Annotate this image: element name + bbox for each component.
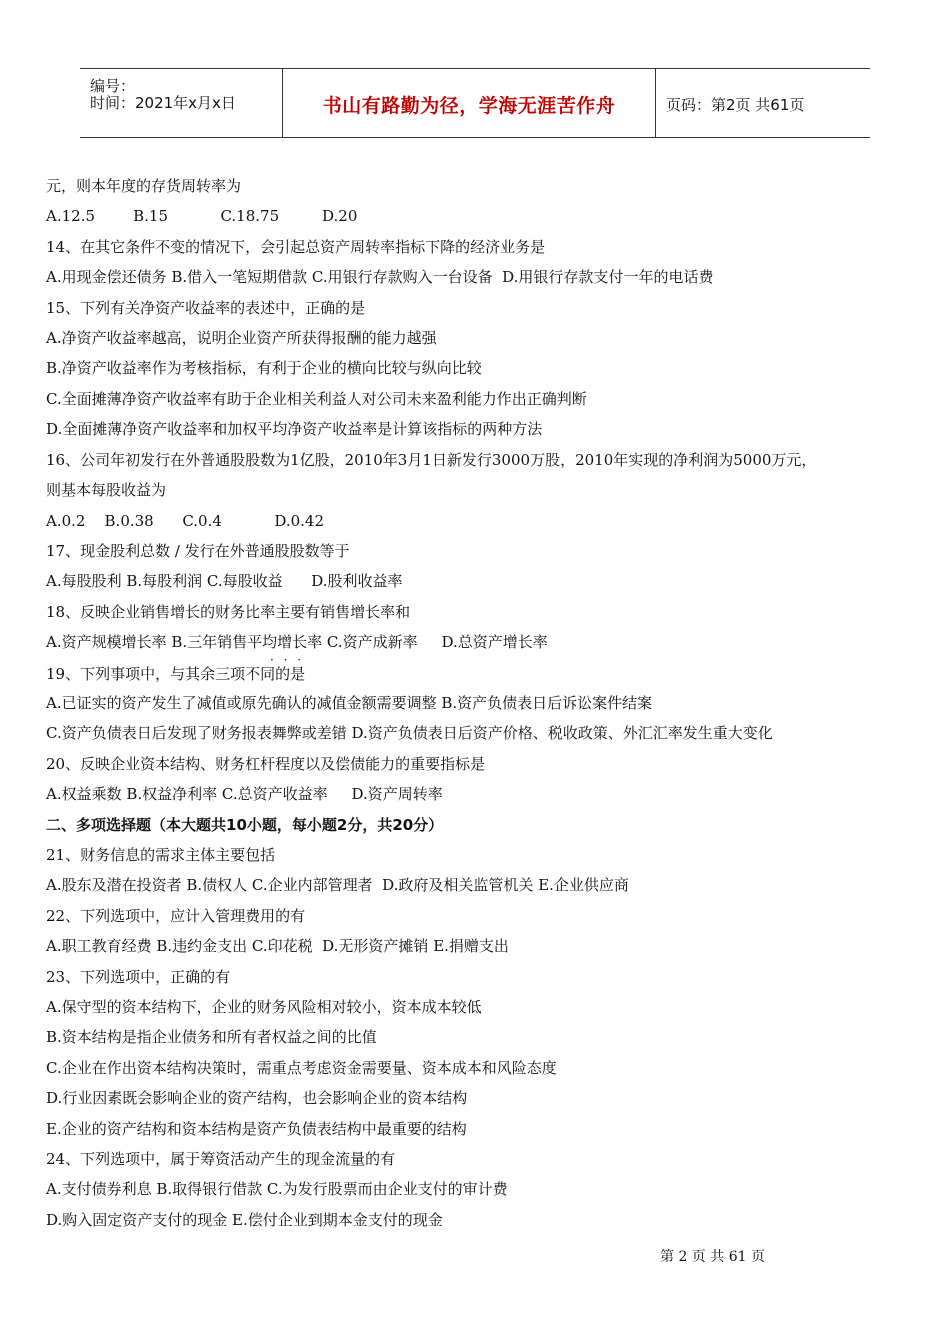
options-line: A.每股股利 B.每股利润 C.每股收益 D.股利收益率 <box>46 572 403 590</box>
options-line: C.资产负债表日后发现了财务报表舞弊或差错 D.资产负债表日后资产价格、税收政策、外汇汇率发生重大变化 <box>46 724 773 742</box>
option-line: D.行业因素既会影响企业的资产结构，也会影响企业的资本结构 <box>46 1089 468 1107</box>
option-line: E.企业的资产结构和资本结构是资产负债表结构中最重要的结构 <box>46 1120 467 1138</box>
question-line: 21、财务信息的需求主体主要包括 <box>46 846 276 864</box>
question-line: 19、下列事项中，与其余三项不同的是 <box>46 665 306 683</box>
question-line: 20、反映企业资本结构、财务杠杆程度以及偿债能力的重要指标是 <box>46 755 486 773</box>
options-line: A.权益乘数 B.权益净利率 C.总资产收益率 D.资产周转率 <box>46 785 443 803</box>
options-line: A.股东及潜在投资者 B.债权人 C.企业内部管理者 D.政府及相关监管机关 E.企业供应商 <box>46 876 629 894</box>
date-label: 时间：2021年x月x日 <box>90 94 236 112</box>
question-line: 18、反映企业销售增长的财务比率主要有销售增长率和 <box>46 603 411 621</box>
question-line: 23、下列选项中，正确的有 <box>46 968 231 986</box>
option-line: B.净资产收益率作为考核指标，有利于企业的横向比较与纵向比较 <box>46 359 482 377</box>
section-heading: 二、多项选择题（本大题共10小题，每小题2分，共20分） <box>46 816 444 834</box>
option-line: C.全面摊薄净资产收益率有助于企业相关利益人对公司未来盈利能力作出正确判断 <box>46 390 587 408</box>
options-line: A.职工教育经费 B.违约金支出 C.印花税 D.无形资产摊销 E.捐赠支出 <box>46 937 509 955</box>
header-table <box>80 68 870 138</box>
option-line: A.净资产收益率越高，说明企业资产所获得报酬的能力越强 <box>46 329 437 347</box>
serial-label: 编号： <box>90 77 136 95</box>
options-line: A.资产规模增长率 B.三年销售平均增长率 C.资产成新率 D.总资产增长率 <box>46 633 548 651</box>
options-line: A.0.2 B.0.38 C.0.4 D.0.42 <box>46 512 324 530</box>
option-line: C.企业在作出资本结构决策时，需重点考虑资金需要量、资本成本和风险态度 <box>46 1059 557 1077</box>
question-line: 15、下列有关净资产收益率的表述中，正确的是 <box>46 299 366 317</box>
question-line: 17、现金股利总数 / 发行在外普通股股数等于 <box>46 542 350 560</box>
header-center-cell <box>282 69 656 137</box>
page-info: 页码：第2页 共61页 <box>666 96 805 114</box>
question-line: 14、在其它条件不变的情况下，会引起总资产周转率指标下降的经济业务是 <box>46 238 546 256</box>
question-line: 22、下列选项中，应计入管理费用的有 <box>46 907 306 925</box>
options-line: A.支付债券利息 B.取得银行借款 C.为发行股票而由企业支付的审计费 <box>46 1180 508 1198</box>
option-line: A.保守型的资本结构下，企业的财务风险相对较小，资本成本较低 <box>46 998 482 1016</box>
text-line: 则基本每股收益为 <box>46 481 167 499</box>
question-line: 24、下列选项中，属于筹资活动产生的现金流量的有 <box>46 1150 396 1168</box>
header-left-cell <box>80 69 282 137</box>
header-right-cell <box>656 69 870 137</box>
page-footer: 第 2 页 共 61 页 <box>660 1249 765 1265</box>
option-line: B.资本结构是指企业债务和所有者权益之间的比值 <box>46 1028 377 1046</box>
options-line: A.用现金偿还债务 B.借入一笔短期借款 C.用银行存款购入一台设备 D.用银行存款支付一年的电话费 <box>46 268 714 286</box>
options-line: A.12.5 B.15 C.18.75 D.20 <box>46 207 358 225</box>
question-line: 16、公司年初发行在外普通股股数为1亿股，2010年3月1日新发行3000万股，2010年实现的净利润为5000万元， <box>46 451 817 469</box>
options-line: A.已证实的资产发生了减值或原先确认的减值金额需要调整 B.资产负债表日后诉讼案件结案 <box>46 694 653 712</box>
motto: 书山有路勤为径，学海无涯苦作舟 <box>322 95 616 117</box>
option-line: D.全面摊薄净资产收益率和加权平均净资产收益率是计算该指标的两种方法 <box>46 420 543 438</box>
options-line: D.购入固定资产支付的现金 E.偿付企业到期本金支付的现金 <box>46 1211 443 1229</box>
text-line: 元，则本年度的存货周转率为 <box>46 177 242 195</box>
emphasis-dots: · · · <box>270 653 305 667</box>
